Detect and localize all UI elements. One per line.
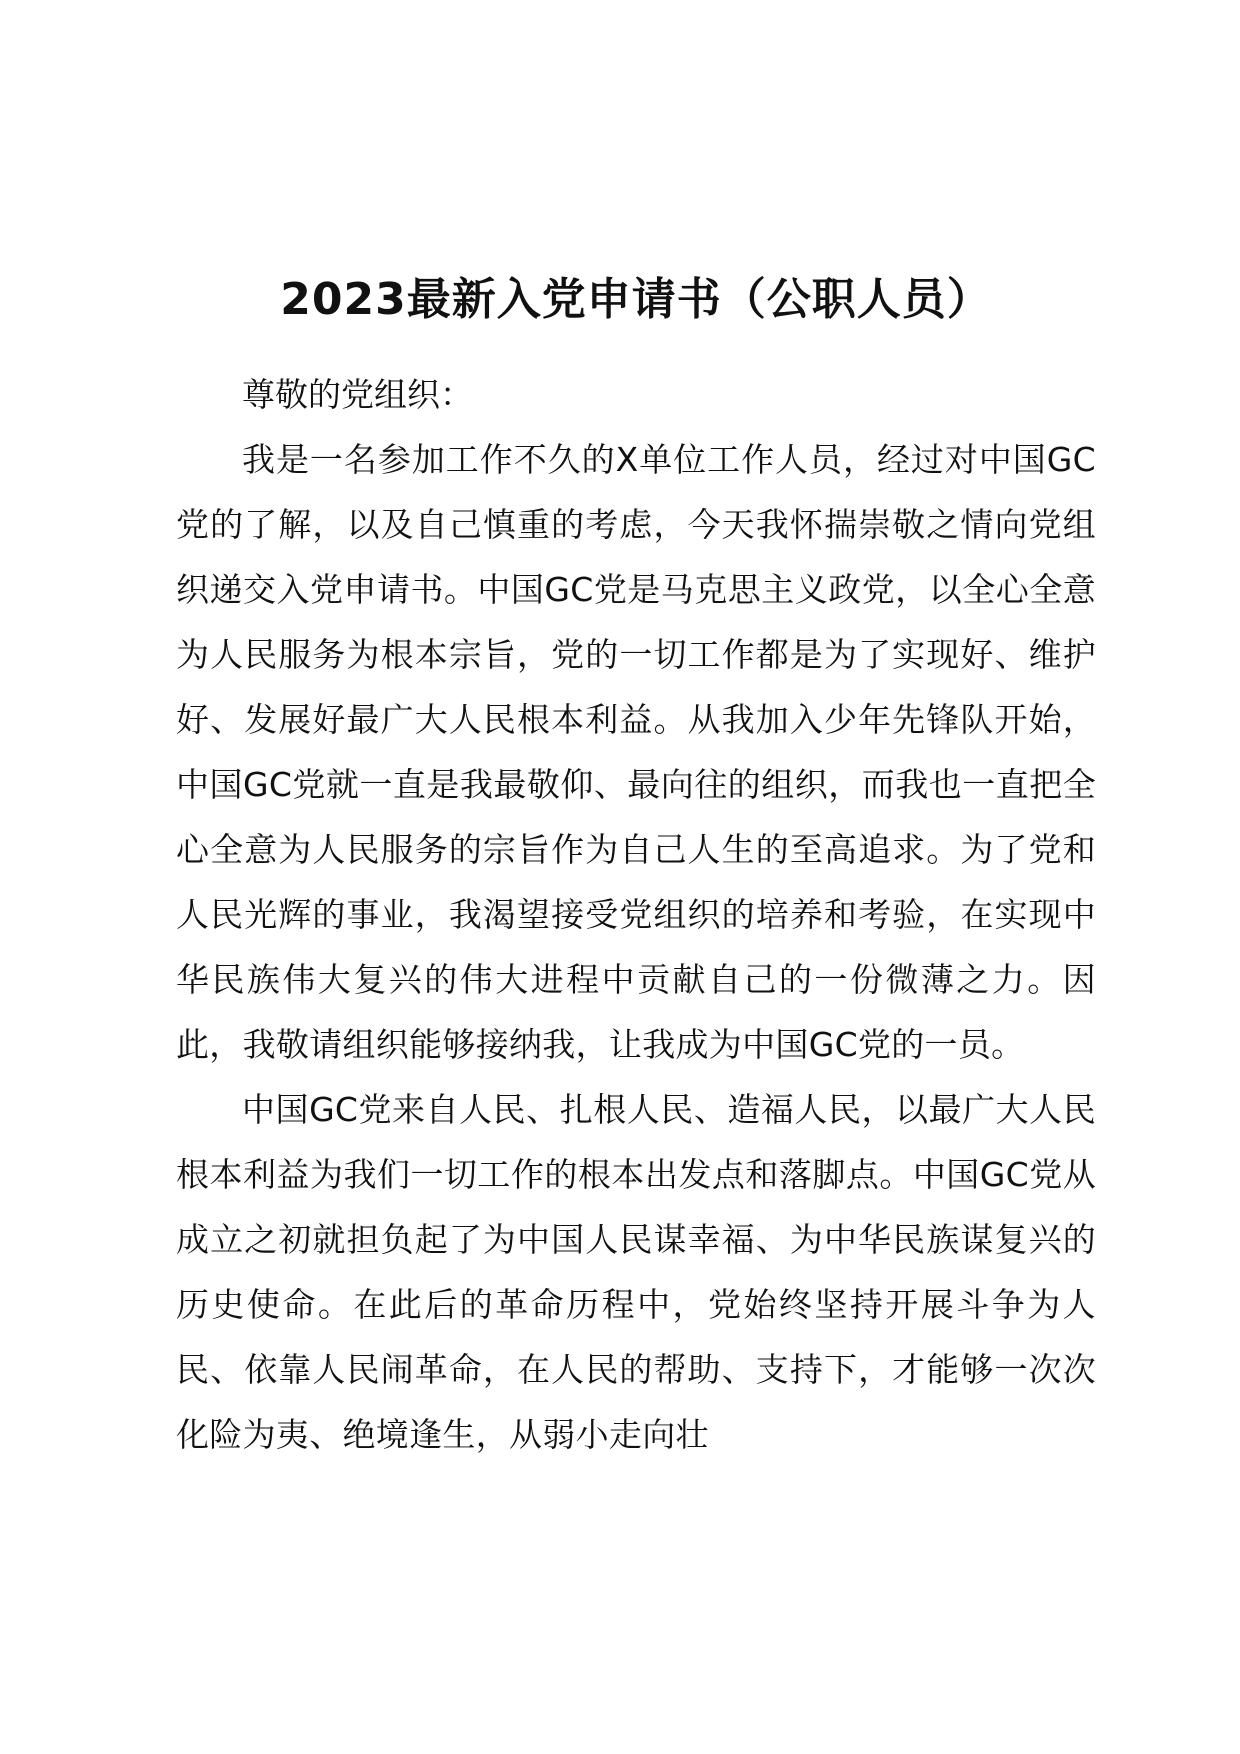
salutation: 尊敬的党组织： <box>242 375 473 414</box>
paragraph-1: 我是一名参加工作不久的X单位工作人员，经过对中国GC党的了解，以及自己慎重的考虑，今天我怀揣崇敬之情向党组织递交入党申请书。中国GC党是马克思主义政党，以全心全意为人民服务为根本宗旨，党的一切工作都是为了实现好、维护好、发展好最广大人民根本利益。从我加入少年先锋队开始，中国GC党就一直是我最敬仰、最向往的组织，而我也一直把全心全意为人民服务的宗旨作为自己人生的至高追求。为了党和人民光辉的事业，我渴望接受党组织的培养和考验，在实现中华民族伟大复兴的伟大进程中贡献自己的一份微薄之力。因此，我敬请组织能够接纳我，让我成为中国GC党的一员。 <box>176 440 1096 1064</box>
document-title: 2023最新入党申请书（公职人员） <box>280 274 992 325</box>
document-body <box>176 362 1096 1467</box>
paragraph-2: 中国GC党来自人民、扎根人民、造福人民，以最广大人民根本利益为我们一切工作的根本出发点和落脚点。中国GC党从成立之初就担负起了为中国人民谋幸福、为中华民族谋复兴的历史使命。在此后的革命历程中，党始终坚持开展斗争为人民、依靠人民闹革命，在人民的帮助、支持下，才能够一次次化险为夷、绝境逢生，从弱小走向壮 <box>176 1090 1096 1454</box>
